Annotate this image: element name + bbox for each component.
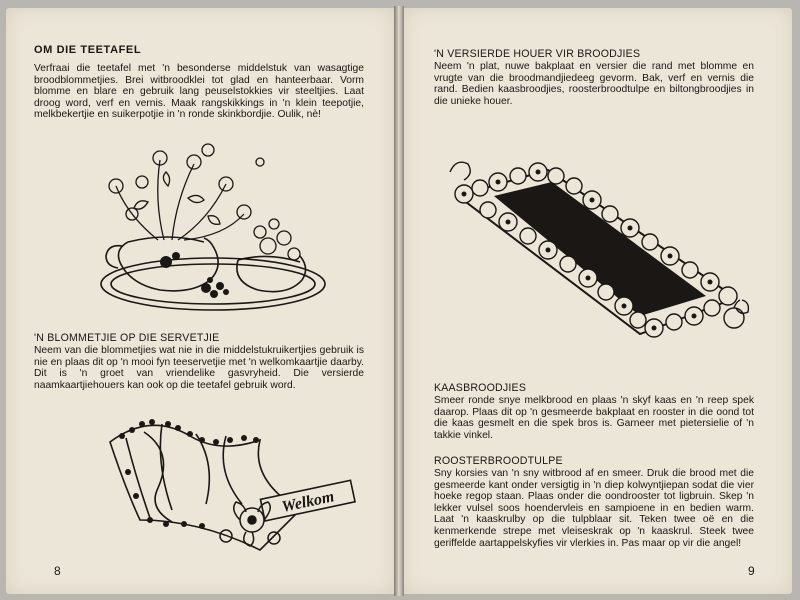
right-page-intro: Neem 'n plat, nuwe bakplaat en versier die rand met blomme en vrugte van die broodmandjiedeeg gevorm. Bak, verf en vernis die rand. Bedien kaasbroodjies, roosterbroodtulpe en biltongbroodjies in die unieke houer.: [434, 61, 754, 107]
left-page-heading: OM DIE TEETAFEL: [34, 44, 142, 56]
welcome-card-text: Welkom: [280, 488, 336, 516]
toast-section-heading: ROOSTERBROODTULPE: [434, 455, 563, 467]
left-page: [6, 8, 394, 594]
book-gutter: [394, 6, 404, 596]
right-page-number: 9: [748, 564, 755, 578]
left-page-intro: Verfraai die teetafel met 'n besonderse middelstuk van wasagtige broodblommetjies. Brei witbroodklei tot glad en hanteerbaar. Vorm blomme en blare en gebruik lang peuselstokkies vir steeltjies. Laat droog word, verf en vernis. Maak rangskikkings in 'n klein teepotjie, melkbekertjie en suikerpotjie in 'n ronde skinkbordjie. Oulik, nè!: [34, 63, 364, 121]
cheese-section-heading: KAASBROODJIES: [434, 382, 527, 394]
napkin-section-heading: 'N BLOMMETJIE OP DIE SERVETJIE: [34, 332, 220, 344]
toast-section-text: Sny korsies van 'n sny witbrood af en smeer. Druk die brood met die gesmeerde kant onder versigtig in 'n diep kolwyntjiepan sodat die vier hoeke regop staan. Plaas onder die oondrooster tot ligbruin. Skep 'n lekker vulsel soos hoendervleis en sampioene in en bedien warm. Laat 'n kaaskrulby op die tulpblaar sit. Teken twee oë en die kenmerkende strepe met vleiseskrak op 'n kaaskrul. Steek twee geriffelde aartappelskyfies vir vlerkies in. Pas maar op vir die angel!: [434, 468, 754, 549]
cheese-section-text: Smeer ronde snye melkbrood en plaas 'n skyf kaas en 'n reep spek daarop. Plaas dit op 'n gesmeerde bakplaat en rooster in die oond tot die kaas gesmelt en die spek bros is. Garneer met pietersielie of 'n takkie vinkel.: [434, 395, 754, 441]
tea-set-flowers-illustration: [88, 142, 338, 318]
napkin-section-text: Neem van die blommetjies wat nie in die middelstukruikertjies gebruik is nie en plaas dit op 'n mooi fyn teeservetjie met 'n welkomkaartjie daarby. Dit is 'n groet van vriendelike gasvryheid. Die versierde naamkaartjiehouers kan ook op die teetafel gebruik word.: [34, 345, 364, 391]
napkin-welcome-card-illustration: [106, 412, 356, 562]
right-page: [404, 8, 792, 594]
right-page-heading: 'N VERSIERDE HOUER VIR BROODJIES: [434, 48, 641, 60]
decorated-bread-tray-illustration: [444, 148, 754, 348]
left-page-number: 8: [54, 564, 61, 578]
